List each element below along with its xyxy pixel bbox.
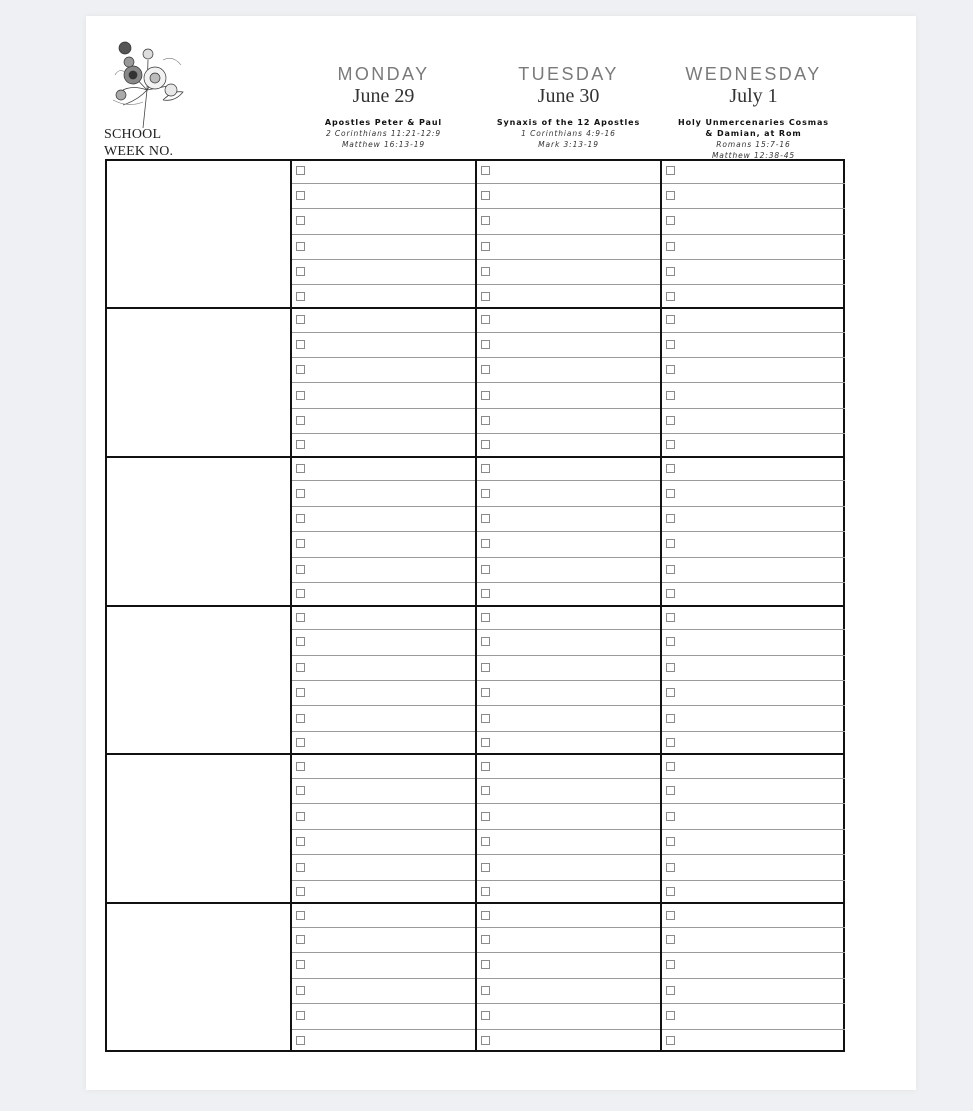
task-row-line: [477, 433, 660, 434]
task-row-line: [662, 629, 845, 630]
task-checkbox[interactable]: [296, 440, 305, 449]
task-row-line: [662, 582, 845, 583]
day-header-wednesday: [661, 64, 846, 161]
task-row-line: [292, 1003, 475, 1004]
day-header-monday: [291, 64, 476, 150]
task-checkbox[interactable]: [666, 960, 675, 969]
task-row-line: [292, 284, 475, 285]
task-row-line: [292, 382, 475, 383]
task-checkbox[interactable]: [296, 292, 305, 301]
task-checkbox[interactable]: [666, 935, 675, 944]
task-checkbox[interactable]: [481, 887, 490, 896]
task-row-line: [662, 531, 845, 532]
task-checkbox[interactable]: [296, 887, 305, 896]
task-row-line: [292, 629, 475, 630]
task-checkbox[interactable]: [481, 565, 490, 574]
task-checkbox[interactable]: [296, 960, 305, 969]
task-checkbox[interactable]: [481, 986, 490, 995]
task-row-line: [477, 408, 660, 409]
task-row-line: [477, 655, 660, 656]
task-checkbox[interactable]: [481, 613, 490, 622]
reading-epistle: 1 Corinthians 4:9-16: [521, 129, 616, 138]
week-number-label: WEEK NO.: [104, 144, 174, 159]
task-checkbox[interactable]: [481, 688, 490, 697]
task-checkbox[interactable]: [481, 191, 490, 200]
task-checkbox[interactable]: [481, 935, 490, 944]
day-date: June 29: [352, 85, 415, 107]
task-row-line: [662, 803, 845, 804]
task-row-line: [292, 357, 475, 358]
task-checkbox[interactable]: [666, 464, 675, 473]
task-checkbox[interactable]: [481, 391, 490, 400]
school-label: SCHOOL: [104, 127, 162, 142]
task-row-line: [662, 778, 845, 779]
task-row-line: [292, 829, 475, 830]
task-checkbox[interactable]: [481, 416, 490, 425]
task-row-line: [292, 952, 475, 953]
task-checkbox[interactable]: [296, 1011, 305, 1020]
task-checkbox[interactable]: [666, 589, 675, 598]
feast-name: Apostles Peter & Paul: [324, 118, 443, 127]
task-row-line: [662, 655, 845, 656]
task-row-line: [477, 629, 660, 630]
task-checkbox[interactable]: [481, 1011, 490, 1020]
task-checkbox[interactable]: [481, 489, 490, 498]
task-checkbox[interactable]: [666, 786, 675, 795]
task-row-line: [662, 332, 845, 333]
task-row-line: [662, 357, 845, 358]
subject-block-divider: [105, 307, 845, 309]
subject-block-divider: [105, 456, 845, 458]
task-checkbox[interactable]: [296, 637, 305, 646]
task-checkbox[interactable]: [666, 315, 675, 324]
reading-gospel: Matthew 16:13-19: [341, 140, 426, 149]
task-checkbox[interactable]: [666, 391, 675, 400]
task-row-line: [662, 557, 845, 558]
task-row-line: [477, 506, 660, 507]
task-row-line: [292, 978, 475, 979]
task-row-line: [292, 208, 475, 209]
reading-gospel: Mark 3:13-19: [538, 140, 599, 149]
task-checkbox[interactable]: [296, 191, 305, 200]
task-checkbox[interactable]: [481, 315, 490, 324]
task-row-line: [292, 803, 475, 804]
task-row-line: [477, 382, 660, 383]
task-checkbox[interactable]: [296, 589, 305, 598]
task-row-line: [477, 854, 660, 855]
task-checkbox[interactable]: [666, 837, 675, 846]
task-row-line: [292, 731, 475, 732]
task-checkbox[interactable]: [296, 762, 305, 771]
subject-block-divider: [105, 902, 845, 904]
task-checkbox[interactable]: [666, 191, 675, 200]
task-row-line: [477, 582, 660, 583]
task-row-line: [477, 927, 660, 928]
task-checkbox[interactable]: [481, 267, 490, 276]
task-checkbox[interactable]: [296, 166, 305, 175]
task-row-line: [477, 1003, 660, 1004]
task-checkbox[interactable]: [296, 688, 305, 697]
task-row-line: [477, 829, 660, 830]
task-checkbox[interactable]: [666, 565, 675, 574]
task-row-line: [662, 854, 845, 855]
task-checkbox[interactable]: [481, 464, 490, 473]
task-row-line: [292, 927, 475, 928]
task-row-line: [477, 557, 660, 558]
task-checkbox[interactable]: [296, 812, 305, 821]
task-checkbox[interactable]: [481, 539, 490, 548]
task-row-line: [477, 778, 660, 779]
task-checkbox[interactable]: [666, 216, 675, 225]
task-checkbox[interactable]: [666, 762, 675, 771]
task-checkbox[interactable]: [296, 365, 305, 374]
task-row-line: [292, 680, 475, 681]
task-row-line: [477, 234, 660, 235]
task-row-line: [292, 531, 475, 532]
task-row-line: [292, 183, 475, 184]
task-checkbox[interactable]: [481, 663, 490, 672]
task-row-line: [662, 680, 845, 681]
task-checkbox[interactable]: [666, 1036, 675, 1045]
floral-bouquet-icon: [103, 30, 189, 130]
task-checkbox[interactable]: [481, 738, 490, 747]
task-row-line: [477, 531, 660, 532]
task-checkbox[interactable]: [666, 863, 675, 872]
task-checkbox[interactable]: [296, 489, 305, 498]
task-row-line: [477, 259, 660, 260]
task-row-line: [477, 183, 660, 184]
task-row-line: [662, 284, 845, 285]
task-row-line: [662, 234, 845, 235]
task-checkbox[interactable]: [296, 663, 305, 672]
subject-block-divider: [105, 753, 845, 755]
day-date: July 1: [729, 85, 778, 107]
feast-name: Holy Unmercenaries Cosmas: [678, 118, 829, 127]
task-checkbox[interactable]: [666, 911, 675, 920]
task-checkbox[interactable]: [296, 391, 305, 400]
task-row-line: [292, 259, 475, 260]
task-checkbox[interactable]: [296, 613, 305, 622]
school-week-label: [104, 126, 173, 160]
task-checkbox[interactable]: [666, 365, 675, 374]
task-row-line: [292, 854, 475, 855]
task-checkbox[interactable]: [481, 1036, 490, 1045]
task-checkbox[interactable]: [296, 738, 305, 747]
task-row-line: [477, 705, 660, 706]
task-checkbox[interactable]: [481, 365, 490, 374]
task-checkbox[interactable]: [666, 440, 675, 449]
task-row-line: [662, 927, 845, 928]
task-checkbox[interactable]: [296, 514, 305, 523]
subject-block-divider: [105, 605, 845, 607]
task-row-line: [662, 1003, 845, 1004]
task-row-line: [292, 408, 475, 409]
feast-name: Synaxis of the 12 Apostles: [496, 118, 641, 127]
day-header-tuesday: [476, 64, 661, 150]
task-checkbox[interactable]: [666, 613, 675, 622]
task-checkbox[interactable]: [666, 663, 675, 672]
task-checkbox[interactable]: [296, 935, 305, 944]
task-checkbox[interactable]: [666, 714, 675, 723]
task-checkbox[interactable]: [666, 887, 675, 896]
task-row-line: [292, 655, 475, 656]
task-checkbox[interactable]: [296, 464, 305, 473]
task-checkbox[interactable]: [296, 565, 305, 574]
task-row-line: [477, 880, 660, 881]
task-checkbox[interactable]: [481, 911, 490, 920]
task-checkbox[interactable]: [666, 637, 675, 646]
task-row-line: [292, 480, 475, 481]
task-row-line: [477, 803, 660, 804]
task-row-line: [477, 952, 660, 953]
task-row-line: [662, 952, 845, 953]
task-checkbox[interactable]: [296, 267, 305, 276]
task-row-line: [292, 234, 475, 235]
task-row-line: [292, 1029, 475, 1030]
task-row-line: [292, 506, 475, 507]
task-row-line: [662, 880, 845, 881]
task-row-line: [662, 1029, 845, 1030]
task-row-line: [292, 582, 475, 583]
reading-gospel: Matthew 12:38-45: [711, 151, 796, 160]
task-checkbox[interactable]: [481, 863, 490, 872]
feast-name-line2: & Damian, at Rom: [705, 129, 802, 138]
task-checkbox[interactable]: [666, 738, 675, 747]
task-row-line: [292, 557, 475, 558]
task-row-line: [662, 259, 845, 260]
task-row-line: [292, 778, 475, 779]
task-checkbox[interactable]: [481, 960, 490, 969]
task-checkbox[interactable]: [481, 514, 490, 523]
day-date: June 30: [537, 85, 600, 107]
task-row-line: [662, 829, 845, 830]
task-checkbox[interactable]: [666, 292, 675, 301]
task-checkbox[interactable]: [296, 242, 305, 251]
task-checkbox[interactable]: [481, 589, 490, 598]
task-checkbox[interactable]: [481, 812, 490, 821]
task-checkbox[interactable]: [296, 786, 305, 795]
task-checkbox[interactable]: [666, 514, 675, 523]
task-checkbox[interactable]: [666, 267, 675, 276]
task-row-line: [662, 208, 845, 209]
task-row-line: [292, 705, 475, 706]
task-checkbox[interactable]: [296, 315, 305, 324]
task-row-line: [477, 284, 660, 285]
task-row-line: [662, 480, 845, 481]
task-checkbox[interactable]: [296, 216, 305, 225]
task-row-line: [477, 357, 660, 358]
task-row-line: [662, 382, 845, 383]
task-checkbox[interactable]: [296, 340, 305, 349]
task-checkbox[interactable]: [666, 1011, 675, 1020]
task-checkbox[interactable]: [666, 688, 675, 697]
task-checkbox[interactable]: [481, 340, 490, 349]
task-row-line: [477, 332, 660, 333]
task-row-line: [477, 1029, 660, 1030]
task-row-line: [292, 332, 475, 333]
task-row-line: [477, 731, 660, 732]
task-row-line: [662, 408, 845, 409]
task-checkbox[interactable]: [296, 539, 305, 548]
task-checkbox[interactable]: [296, 986, 305, 995]
task-checkbox[interactable]: [666, 489, 675, 498]
reading-epistle: Romans 15:7-16: [716, 140, 791, 149]
task-checkbox[interactable]: [296, 837, 305, 846]
task-row-line: [662, 506, 845, 507]
day-name: MONDAY: [337, 64, 430, 84]
task-checkbox[interactable]: [666, 166, 675, 175]
task-checkbox[interactable]: [481, 440, 490, 449]
task-row-line: [292, 880, 475, 881]
day-name: WEDNESDAY: [685, 64, 822, 84]
day-name: TUESDAY: [518, 64, 619, 84]
task-checkbox[interactable]: [666, 986, 675, 995]
task-checkbox[interactable]: [666, 416, 675, 425]
task-row-line: [477, 680, 660, 681]
task-checkbox[interactable]: [481, 786, 490, 795]
task-checkbox[interactable]: [481, 166, 490, 175]
task-checkbox[interactable]: [481, 762, 490, 771]
task-checkbox[interactable]: [296, 911, 305, 920]
task-row-line: [477, 480, 660, 481]
task-row-line: [477, 208, 660, 209]
task-checkbox[interactable]: [481, 216, 490, 225]
task-row-line: [292, 433, 475, 434]
task-row-line: [662, 731, 845, 732]
task-checkbox[interactable]: [666, 539, 675, 548]
task-checkbox[interactable]: [296, 863, 305, 872]
reading-epistle: 2 Corinthians 11:21-12:9: [325, 129, 442, 138]
task-checkbox[interactable]: [481, 837, 490, 846]
task-checkbox[interactable]: [666, 242, 675, 251]
task-checkbox[interactable]: [481, 714, 490, 723]
task-checkbox[interactable]: [296, 1036, 305, 1045]
task-row-line: [662, 705, 845, 706]
task-row-line: [662, 183, 845, 184]
task-checkbox[interactable]: [481, 242, 490, 251]
task-checkbox[interactable]: [296, 416, 305, 425]
task-checkbox[interactable]: [481, 637, 490, 646]
task-row-line: [477, 978, 660, 979]
task-checkbox[interactable]: [481, 292, 490, 301]
task-checkbox[interactable]: [666, 340, 675, 349]
task-checkbox[interactable]: [296, 714, 305, 723]
task-checkbox[interactable]: [666, 812, 675, 821]
task-row-line: [662, 978, 845, 979]
task-row-line: [662, 433, 845, 434]
